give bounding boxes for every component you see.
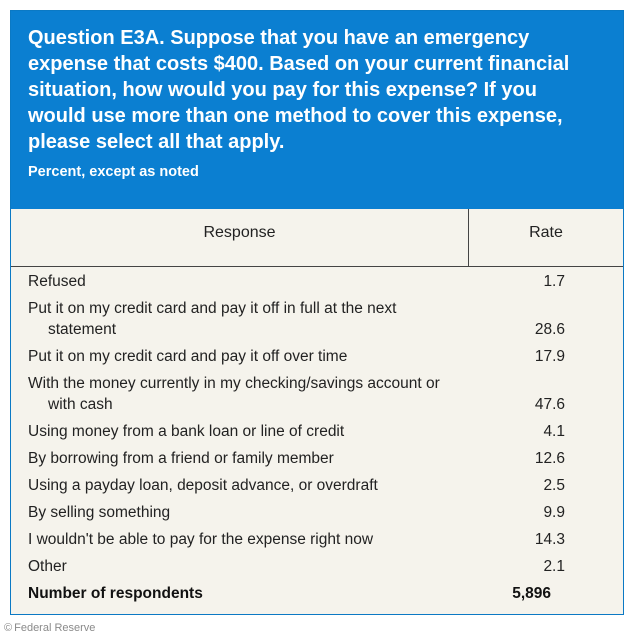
row-rate-value: 2.5 [543,477,565,494]
data-table [11,209,623,614]
table-row [11,421,623,442]
row-rate-value: 2.1 [543,558,565,575]
row-rate-value: 47.6 [534,396,565,413]
table-row [11,529,623,550]
table-figure [10,10,624,615]
row-label [11,502,458,523]
row-label-continuation: statement [48,321,117,338]
table-subtitle: Percent, except as noted [28,164,199,180]
row-label [11,271,458,292]
table-header [11,11,623,209]
row-label-text: By selling something [28,504,171,521]
table-row [11,373,623,415]
table-row [11,475,623,496]
column-header-response: Response [11,209,469,267]
row-rate-value: 17.9 [534,348,565,365]
row-rate-value: 9.9 [543,504,565,521]
column-header-rate: Rate [469,209,623,267]
row-rate-value: 14.3 [534,531,565,548]
row-label [11,421,458,442]
row-label-text: Using money from a bank loan or line of credit [28,423,345,440]
table-row [11,556,623,577]
row-label-text: By borrowing from a friend or family member [28,450,334,467]
table-row [11,448,623,469]
row-label [11,346,458,367]
table-row [11,502,623,523]
table-row [11,298,623,340]
row-label [11,298,458,340]
row-label [11,373,458,415]
copyright-icon: © [4,622,13,634]
row-label-text: Refused [28,273,86,290]
respondents-row [11,583,623,604]
row-label [11,529,458,550]
row-label-text: I wouldn't be able to pay for the expense right now [28,531,374,548]
row-label-text: Put it on my credit card and pay it off over time [28,348,348,365]
row-label-text: Other [28,558,67,575]
table-row [11,271,623,292]
row-label-text: Using a payday loan, deposit advance, or overdraft [28,477,378,494]
table-body [11,271,623,604]
row-label [11,475,458,496]
row-rate-value: 1.7 [543,273,565,290]
table-row [11,346,623,367]
row-rate-value: 4.1 [543,423,565,440]
respondents-label: Number of respondents [28,585,203,602]
row-rate-value: 12.6 [534,450,565,467]
respondents-value: 5,896 [512,585,551,602]
row-label-continuation: with cash [48,396,113,413]
question-title: Question E3A. Suppose that you have an emergency expense that costs $400. Based on your current financial situation, how would you pay for this expense? If you would use more than one method to cover this expense, please select all that apply. [28,27,570,153]
row-label [11,556,458,577]
row-label-text: With the money currently in my checking/savings account or [28,375,440,392]
row-label-text: Put it on my credit card and pay it off in full at the next [28,300,397,317]
credit-text: Federal Reserve [14,622,96,634]
row-label [11,448,458,469]
row-rate-value: 28.6 [534,321,565,338]
source-credit [4,622,95,634]
